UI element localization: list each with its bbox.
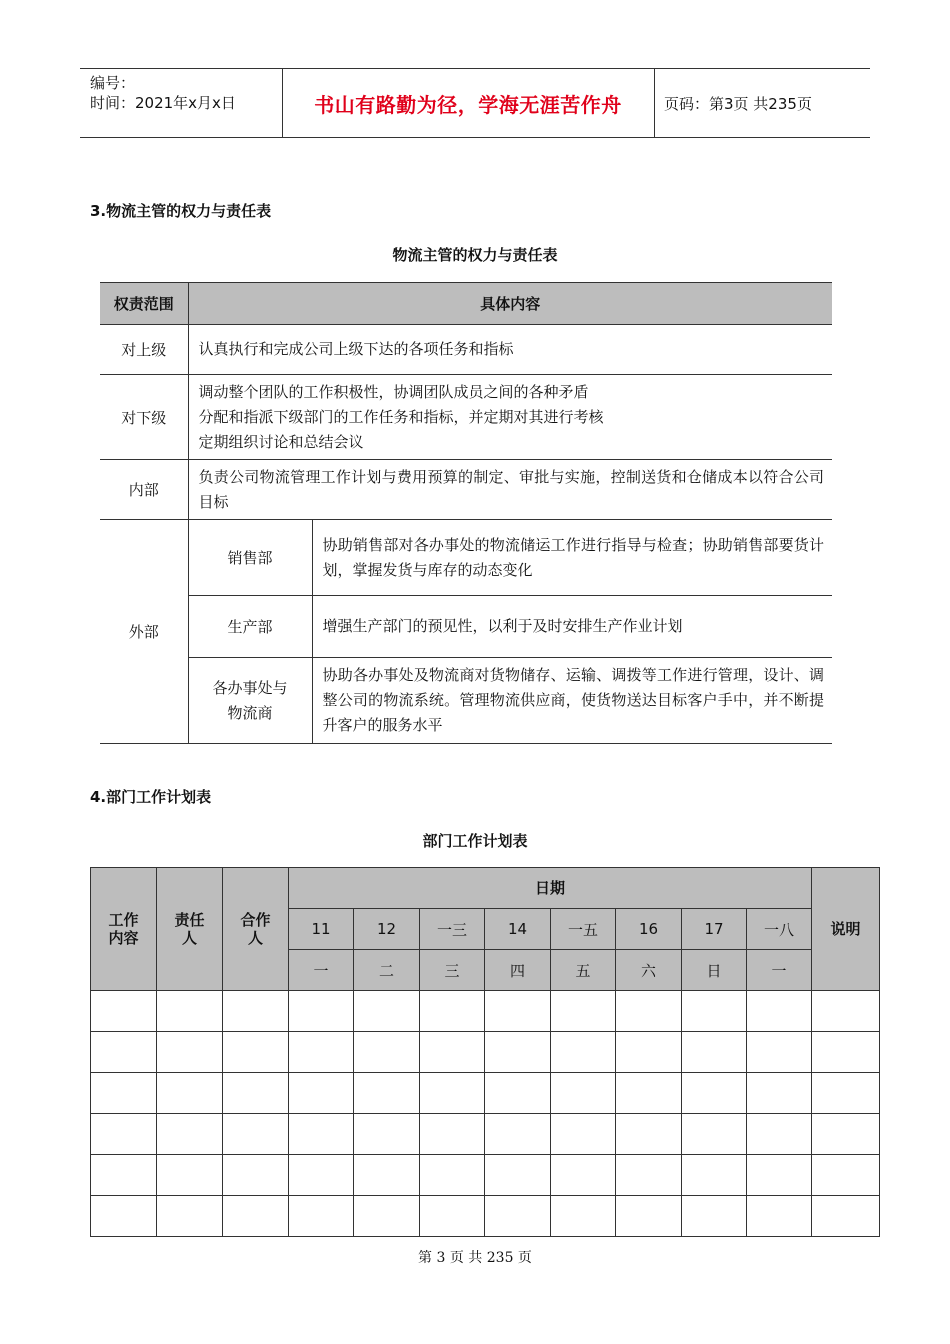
plan-cell[interactable] <box>551 1196 616 1237</box>
plan-cell[interactable] <box>485 1196 551 1237</box>
plan-cell[interactable] <box>91 1073 157 1114</box>
plan-cell[interactable] <box>485 1114 551 1155</box>
authority-table <box>100 282 832 744</box>
date-cell: 16 <box>616 909 682 950</box>
plan-cell[interactable] <box>485 1032 551 1073</box>
plan-cell[interactable] <box>289 1114 354 1155</box>
scope-lower: 对下级 <box>100 375 188 460</box>
content-offices: 协助各办事处及物流商对货物储存、运输、调拨等工作进行管理，设计、调整公司的物流系统。管理物流供应商，使货物送达目标客户手中，并不断提升客户的服务水平 <box>312 658 832 744</box>
plan-row <box>91 1114 880 1155</box>
weekday-cell: 五 <box>551 950 616 991</box>
plan-cell[interactable] <box>616 1155 682 1196</box>
plan-cell[interactable] <box>223 991 289 1032</box>
plan-cell[interactable] <box>747 1196 812 1237</box>
page-header <box>80 68 870 138</box>
plan-cell[interactable] <box>420 1196 485 1237</box>
plan-cell[interactable] <box>812 991 880 1032</box>
col-partner-line1: 合作 <box>240 911 271 929</box>
plan-row <box>91 1155 880 1196</box>
plan-cell[interactable] <box>354 1032 420 1073</box>
plan-cell[interactable] <box>551 1073 616 1114</box>
plan-body <box>91 991 880 1237</box>
col-note-header: 说明 <box>812 868 880 991</box>
plan-cell[interactable] <box>420 1032 485 1073</box>
plan-cell[interactable] <box>551 991 616 1032</box>
plan-cell[interactable] <box>682 1196 747 1237</box>
plan-cell[interactable] <box>812 1032 880 1073</box>
plan-cell[interactable] <box>616 1196 682 1237</box>
plan-cell[interactable] <box>289 1032 354 1073</box>
dept-offices-line2: 物流商 <box>227 703 273 722</box>
plan-cell[interactable] <box>682 991 747 1032</box>
col-owner-line2: 人 <box>181 929 197 947</box>
section4-heading: 4.部门工作计划表 <box>90 788 212 806</box>
plan-row <box>91 1032 880 1073</box>
date-cell: 17 <box>682 909 747 950</box>
date-cell: 11 <box>289 909 354 950</box>
plan-cell[interactable] <box>616 1073 682 1114</box>
table-header-row <box>100 283 832 325</box>
plan-cell[interactable] <box>223 1155 289 1196</box>
section3-heading: 3.物流主管的权力与责任表 <box>90 202 272 220</box>
content-internal: 负责公司物流管理工作计划与费用预算的制定、审批与实施，控制送货和仓储成本以符合公司目标 <box>188 460 832 520</box>
scope-external: 外部 <box>100 520 188 744</box>
plan-cell[interactable] <box>551 1032 616 1073</box>
col-work-line2: 内容 <box>108 929 139 947</box>
plan-cell[interactable] <box>747 1073 812 1114</box>
plan-cell[interactable] <box>682 1032 747 1073</box>
plan-cell[interactable] <box>91 1032 157 1073</box>
plan-cell[interactable] <box>682 1073 747 1114</box>
content-lower-line3: 定期组织讨论和总结会议 <box>198 432 364 451</box>
date-cell: 一五 <box>551 909 616 950</box>
plan-cell[interactable] <box>616 1114 682 1155</box>
plan-cell[interactable] <box>812 1155 880 1196</box>
content-lower <box>188 375 832 460</box>
plan-cell[interactable] <box>812 1114 880 1155</box>
header-page-info: 页码：第3页 共235页 <box>664 94 812 113</box>
plan-cell[interactable] <box>747 991 812 1032</box>
page-footer: 第 3 页 共 235 页 <box>418 1250 532 1266</box>
col-partner-line2: 人 <box>247 929 263 947</box>
dept-production: 生产部 <box>188 596 312 658</box>
table-row <box>100 375 832 460</box>
plan-cell[interactable] <box>682 1155 747 1196</box>
dept-sales: 销售部 <box>188 520 312 596</box>
col-work-line1: 工作 <box>108 911 139 929</box>
plan-cell[interactable] <box>616 991 682 1032</box>
col-partner-header <box>223 868 289 991</box>
col-work-header <box>91 868 157 991</box>
plan-cell[interactable] <box>747 1114 812 1155</box>
plan-row <box>91 1196 880 1237</box>
header-time: 时间：2021年x月x日 <box>90 94 236 112</box>
col-owner-line1: 责任 <box>174 911 205 929</box>
weekday-cell: 三 <box>420 950 485 991</box>
plan-cell[interactable] <box>616 1032 682 1073</box>
plan-cell[interactable] <box>223 1196 289 1237</box>
plan-cell[interactable] <box>420 1155 485 1196</box>
table-row <box>100 460 832 520</box>
plan-cell[interactable] <box>354 1196 420 1237</box>
plan-cell[interactable] <box>223 1114 289 1155</box>
plan-cell[interactable] <box>91 1196 157 1237</box>
date-cell: 14 <box>485 909 551 950</box>
plan-cell[interactable] <box>289 1196 354 1237</box>
plan-cell[interactable] <box>354 1073 420 1114</box>
weekday-cell: 一 <box>747 950 812 991</box>
content-sales: 协助销售部对各办事处的物流储运工作进行指导与检查；协助销售部要货计划，掌握发货与库存的动态变化 <box>312 520 832 596</box>
weekday-cell: 四 <box>485 950 551 991</box>
scope-upper: 对上级 <box>100 325 188 375</box>
date-cell: 一八 <box>747 909 812 950</box>
content-production: 增强生产部门的预见性，以利于及时安排生产作业计划 <box>312 596 832 658</box>
plan-cell[interactable] <box>420 1114 485 1155</box>
plan-cell[interactable] <box>354 991 420 1032</box>
plan-cell[interactable] <box>354 1114 420 1155</box>
plan-cell[interactable] <box>485 1155 551 1196</box>
plan-cell[interactable] <box>551 1114 616 1155</box>
plan-cell[interactable] <box>157 1196 223 1237</box>
plan-cell[interactable] <box>289 991 354 1032</box>
plan-cell[interactable] <box>747 1155 812 1196</box>
section3-table-title: 物流主管的权力与责任表 <box>392 246 558 264</box>
table-row <box>100 325 832 375</box>
plan-cell[interactable] <box>157 1114 223 1155</box>
weekday-cell: 二 <box>354 950 420 991</box>
table-row <box>100 520 832 596</box>
content-lower-line1: 调动整个团队的工作积极性，协调团队成员之间的各种矛盾 <box>198 382 589 401</box>
plan-cell[interactable] <box>157 1073 223 1114</box>
date-cell: 一三 <box>420 909 485 950</box>
header-number: 编号： <box>90 74 136 92</box>
scope-internal: 内部 <box>100 460 188 520</box>
col-owner-header <box>157 868 223 991</box>
plan-cell[interactable] <box>289 1155 354 1196</box>
weekday-cell: 一 <box>289 950 354 991</box>
plan-cell[interactable] <box>289 1073 354 1114</box>
date-cell: 12 <box>354 909 420 950</box>
weekday-cell: 日 <box>682 950 747 991</box>
plan-cell[interactable] <box>485 991 551 1032</box>
plan-header-row <box>91 868 880 909</box>
section4-table-title: 部门工作计划表 <box>422 832 528 850</box>
plan-cell[interactable] <box>157 1155 223 1196</box>
plan-cell[interactable] <box>747 1032 812 1073</box>
plan-cell[interactable] <box>157 1032 223 1073</box>
plan-row <box>91 991 880 1032</box>
plan-cell[interactable] <box>420 1073 485 1114</box>
plan-cell[interactable] <box>812 1196 880 1237</box>
weekday-cell: 六 <box>616 950 682 991</box>
work-plan-table <box>90 867 880 1237</box>
plan-cell[interactable] <box>91 1114 157 1155</box>
header-motto: 书山有路勤为径，学海无涯苦作舟 <box>282 69 655 137</box>
plan-cell[interactable] <box>420 991 485 1032</box>
col-content-header: 具体内容 <box>188 283 832 325</box>
plan-cell[interactable] <box>157 991 223 1032</box>
plan-cell[interactable] <box>812 1073 880 1114</box>
header-meta <box>80 69 283 137</box>
plan-cell[interactable] <box>485 1073 551 1114</box>
plan-cell[interactable] <box>682 1114 747 1155</box>
plan-cell[interactable] <box>91 1155 157 1196</box>
plan-cell[interactable] <box>91 991 157 1032</box>
table-row <box>100 658 832 744</box>
plan-cell[interactable] <box>354 1155 420 1196</box>
table-row <box>100 596 832 658</box>
dept-offices <box>188 658 312 744</box>
content-lower-line2: 分配和指派下级部门的工作任务和指标，并定期对其进行考核 <box>198 407 604 426</box>
plan-cell[interactable] <box>223 1073 289 1114</box>
col-date-header: 日期 <box>289 868 812 909</box>
dept-offices-line1: 各办事处与 <box>212 678 288 697</box>
plan-row <box>91 1073 880 1114</box>
plan-cell[interactable] <box>223 1032 289 1073</box>
content-upper: 认真执行和完成公司上级下达的各项任务和指标 <box>188 325 832 375</box>
col-scope-header: 权责范围 <box>100 283 188 325</box>
plan-cell[interactable] <box>551 1155 616 1196</box>
